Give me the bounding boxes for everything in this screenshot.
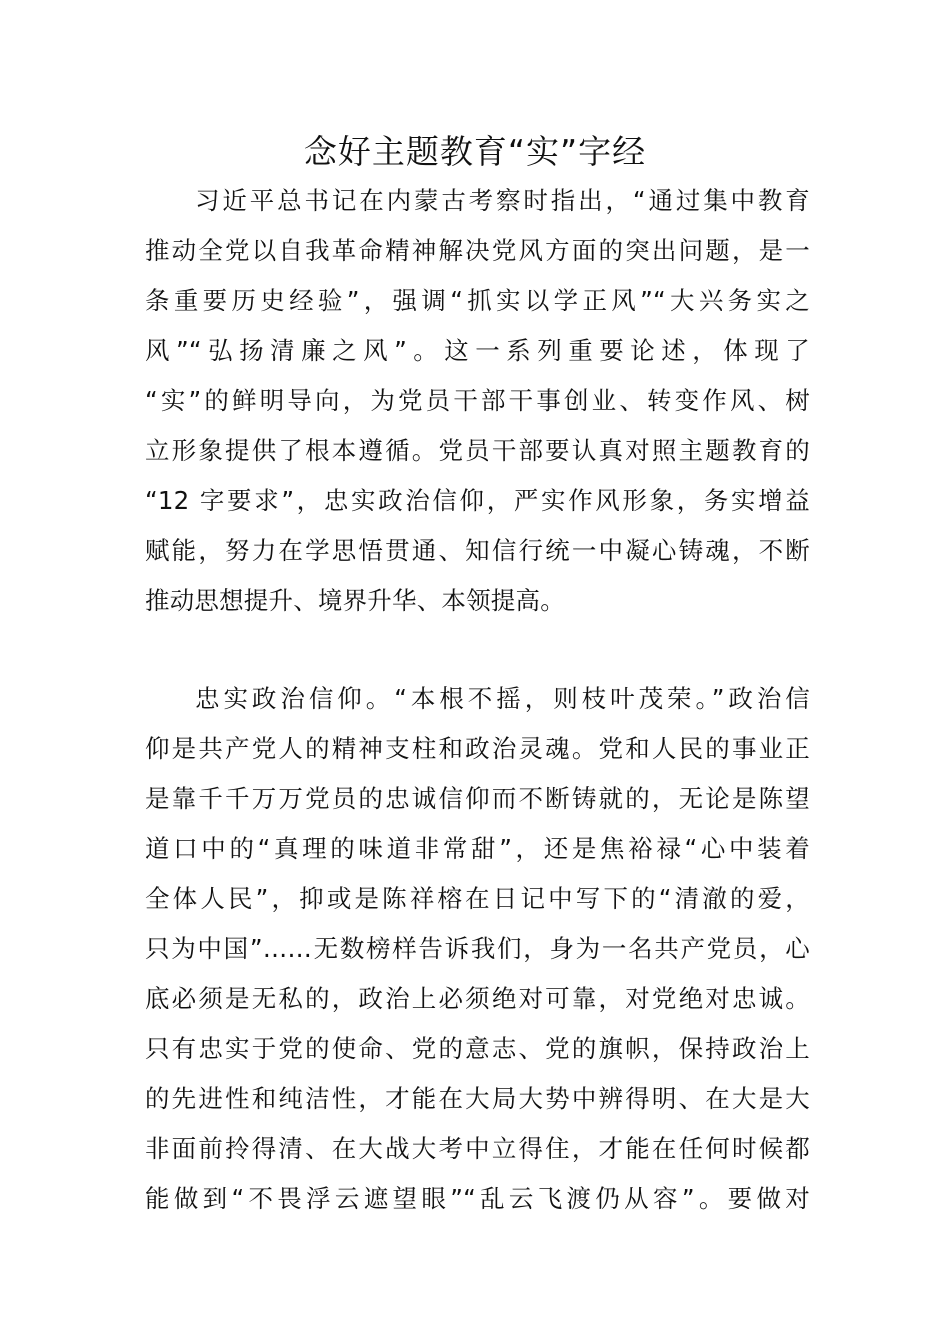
text-line: 非面前拎得清、在大战大考中立得住，才能在任何时候都 — [145, 1134, 810, 1163]
text-line: 只有忠实于党的使命、党的意志、党的旗帜，保持政治上 — [145, 1034, 810, 1063]
text-line: 能做到“不畏浮云遮望眼”“乱云飞渡仍从容”。要做对 — [145, 1184, 810, 1213]
text-line: “实”的鲜明导向，为党员干部干事创业、转变作风、树 — [145, 386, 810, 415]
paragraph-political-faith — [145, 674, 810, 1224]
text-line: 道口中的“真理的味道非常甜”，还是焦裕禄“心中装着 — [145, 834, 810, 863]
document-title: 念好主题教育“实”字经 — [303, 132, 647, 171]
text-line: “12 字要求”，忠实政治信仰，严实作风形象，务实增益 — [145, 486, 810, 515]
text-line: 赋能，努力在学思悟贯通、知信行统一中凝心铸魂，不断 — [145, 536, 810, 565]
text-line: 忠实政治信仰。“本根不摇，则枝叶茂荣。”政治信 — [195, 684, 810, 713]
text-line: 推动思想提升、境界升华、本领提高。 — [145, 586, 565, 615]
text-line: 条重要历史经验”，强调“抓实以学正风”“大兴务实之 — [145, 286, 810, 315]
text-line: 风”“弘扬清廉之风”。这一系列重要论述，体现了 — [145, 336, 810, 365]
text-line: 全体人民”，抑或是陈祥榕在日记中写下的“清澈的爱， — [145, 884, 810, 913]
paragraph-intro — [145, 176, 810, 626]
text-line: 立形象提供了根本遵循。党员干部要认真对照主题教育的 — [145, 436, 810, 465]
text-line: 只为中国”……无数榜样告诉我们，身为一名共产党员，心 — [145, 934, 810, 963]
text-line: 的先进性和纯洁性，才能在大局大势中辨得明、在大是大 — [145, 1084, 810, 1113]
text-line: 底必须是无私的，政治上必须绝对可靠，对党绝对忠诚。 — [145, 984, 810, 1013]
text-line: 推动全党以自我革命精神解决党风方面的突出问题，是一 — [145, 236, 810, 265]
text-line: 习近平总书记在内蒙古考察时指出，“通过集中教育 — [195, 186, 810, 215]
text-line: 是靠千千万万党员的忠诚信仰而不断铸就的，无论是陈望 — [145, 784, 810, 813]
text-line: 仰是共产党人的精神支柱和政治灵魂。党和人民的事业正 — [145, 734, 810, 763]
